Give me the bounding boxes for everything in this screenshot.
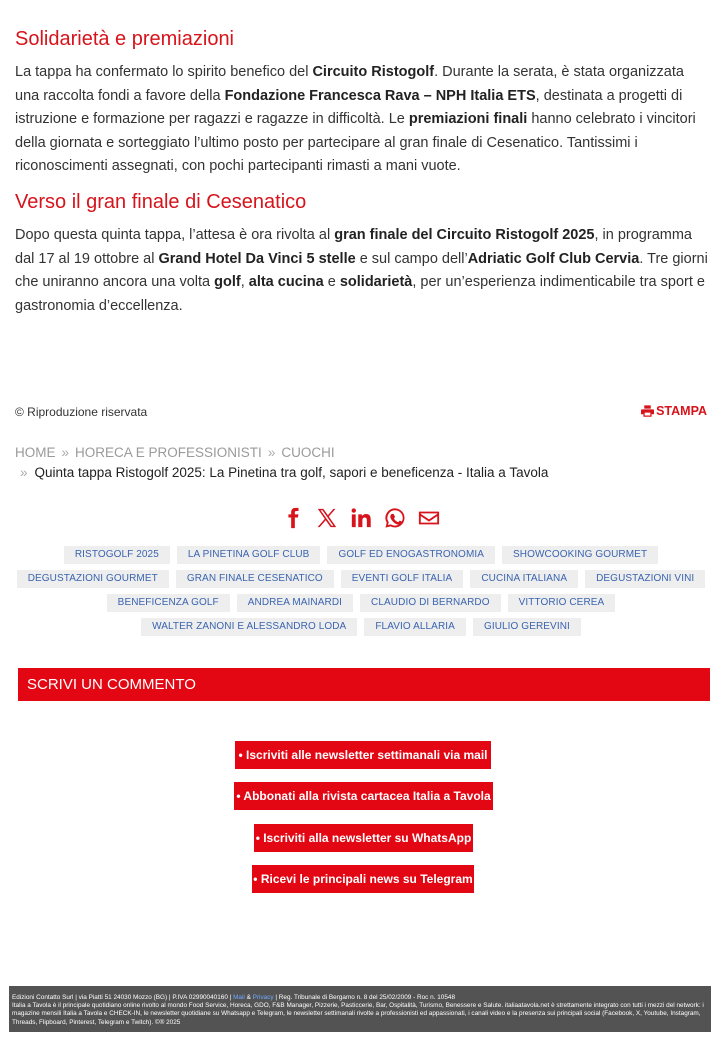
magazine-subscribe-button[interactable]: • Abbonati alla rivista cartacea Italia a Tavola <box>234 782 493 810</box>
tag-link[interactable]: GIULIO GEREVINI <box>473 618 581 636</box>
breadcrumb-home[interactable]: HOME <box>15 445 56 460</box>
bold-text: Fondazione Francesca Rava – NPH Italia ETS <box>224 87 536 104</box>
breadcrumb-current <box>20 465 548 480</box>
print-button[interactable] <box>641 404 707 418</box>
paragraph-text: . Tre giorni che uniranno ancora una volta <box>15 250 708 290</box>
whatsapp-newsletter-button[interactable]: • Iscriviti alla newsletter su WhatsApp <box>254 824 473 852</box>
tag-link[interactable]: FLAVIO ALLARIA <box>364 618 466 636</box>
tag-link[interactable]: SHOWCOOKING GOURMET <box>502 546 658 564</box>
paragraph-text: , <box>240 274 249 290</box>
breadcrumb-horeca[interactable]: HORECA E PROFESSIONISTI <box>75 445 262 460</box>
bold-text: Grand Hotel Da Vinci 5 stelle <box>158 250 356 267</box>
newsletter-mail-button[interactable]: • Iscriviti alle newsletter settimanali via mail <box>235 741 491 769</box>
paragraph-text: , per un’esperienza indimenticabile tra sport e gastronomia d’eccellenza. <box>15 274 705 314</box>
bold-text: Circuito Ristogolf <box>312 64 435 80</box>
footer-legal-line <box>12 994 708 1002</box>
tag-link[interactable]: GRAN FINALE CESENATICO <box>176 570 334 588</box>
section-paragraph-solidarieta <box>15 61 710 179</box>
breadcrumb-cuochi[interactable]: CUOCHI <box>281 445 335 460</box>
breadcrumb-separator: » <box>267 445 276 460</box>
breadcrumb-separator: » <box>20 465 28 480</box>
tag-link[interactable]: RISTOGOLF 2025 <box>64 546 170 564</box>
facebook-icon[interactable] <box>280 505 306 531</box>
paragraph-text: La tappa ha confermato lo spirito benefico del <box>15 64 313 80</box>
section-paragraph-gran-finale <box>15 224 710 318</box>
breadcrumb <box>15 445 335 460</box>
breadcrumb-separator: » <box>61 445 70 460</box>
write-comment-button[interactable]: SCRIVI UN COMMENTO <box>18 668 710 701</box>
site-footer <box>9 986 711 1032</box>
paragraph-text: e <box>323 274 340 290</box>
whatsapp-icon[interactable] <box>382 505 408 531</box>
paragraph-text: , in programma dal 17 al 19 ottobre al <box>15 227 692 267</box>
printer-icon <box>641 405 654 417</box>
bold-text: alta cucina <box>248 274 324 290</box>
email-icon[interactable] <box>416 505 442 531</box>
bold-text: golf <box>214 274 241 290</box>
telegram-news-button[interactable]: • Ricevi le principali news su Telegram <box>252 865 474 893</box>
footer-company-info: Edizioni Contatto Surl | via Piatti 51 24030 Mozzo (BG) | P.IVA 02990040160 | <box>12 994 234 1001</box>
paragraph-text: Dopo questa quinta tappa, l’attesa è ora rivolta al <box>15 227 335 243</box>
tag-link[interactable]: VITTORIO CEREA <box>508 594 616 612</box>
share-bar <box>280 505 442 531</box>
tag-link[interactable]: WALTER ZANONI E ALESSANDRO LODA <box>141 618 357 636</box>
section-title-solidarieta: Solidarietà e premiazioni <box>15 28 235 50</box>
paragraph-text: , destinata a progetti di istruzione e formazione per ragazzi e ragazze in difficoltà. Le <box>15 87 683 127</box>
paragraph-text: hanno celebrato i vincitori della giornata e sorteggiato l’ultimo posto per partecipare al gran finale di Cesenatico. Tantissimi i riconoscimenti assegnati, con pochi partecipanti rimasti a mani vuote. <box>15 111 696 174</box>
tag-link[interactable]: CLAUDIO DI BERNARDO <box>360 594 501 612</box>
copyright-notice: © Riproduzione riservata <box>15 405 148 419</box>
tag-link[interactable]: LA PINETINA GOLF CLUB <box>177 546 321 564</box>
tag-link[interactable]: DEGUSTAZIONI GOURMET <box>17 570 169 588</box>
tag-link[interactable]: DEGUSTAZIONI VINI <box>585 570 705 588</box>
x-icon[interactable] <box>314 505 340 531</box>
tag-link[interactable]: GOLF ED ENOGASTRONOMIA <box>327 546 495 564</box>
tag-link[interactable]: BENEFICENZA GOLF <box>107 594 230 612</box>
paragraph-text: e sul campo dell’ <box>355 250 468 267</box>
paragraph-text: . Durante la serata, è stata organizzata una raccolta fondi a favore della <box>15 64 684 104</box>
footer-description: Italia a Tavola è il principale quotidiano online rivolto al mondo Food Service, Horeca, GDO, F&B Manager, Pizzerie, Pasticcerie, Bar, Ospitalità, Turismo, Benessere e Salute. italiaatavola.net è strettamente integrato con tutti i mezzi del network: i magazine mensili Italia a Tavola e CHECK-IN, le newsletter quotidiane su Whatsapp e Telegram, le newsletter settimanali rivolte a professionisti ed appassionati, i canali video e la presenza sui principali social (Facebook, X, Youtube, Instagram, Threads, Flipboard, Pinterest, Telegram e Twitch). ©® 2025 <box>12 1002 704 1026</box>
tag-link[interactable]: CUCINA ITALIANA <box>470 570 578 588</box>
bold-text: Adriatic Golf Club Cervia <box>467 250 640 267</box>
bold-text: premiazioni finali <box>408 111 528 127</box>
bold-text: solidarietà <box>339 274 413 290</box>
bold-text: gran finale del Circuito Ristogolf 2025 <box>334 227 595 243</box>
tag-list <box>16 546 706 636</box>
footer-registration: | Reg. Tribunale di Bergamo n. 8 del 25/02/2009 - Roc n. 10548 <box>273 994 456 1001</box>
section-title-gran-finale: Verso il gran finale di Cesenatico <box>15 191 307 213</box>
breadcrumb-current-title: Quinta tappa Ristogolf 2025: La Pinetina tra golf, sapori e beneficenza - Italia a Tavola <box>34 465 549 480</box>
footer-mail-link[interactable]: Mail <box>233 994 245 1001</box>
footer-amp: & <box>244 994 253 1001</box>
footer-privacy-link[interactable]: Privacy <box>252 994 274 1001</box>
print-label: STAMPA <box>656 404 707 418</box>
tag-link[interactable]: EVENTI GOLF ITALIA <box>341 570 464 588</box>
tag-link[interactable]: ANDREA MAINARDI <box>237 594 353 612</box>
linkedin-icon[interactable] <box>348 505 374 531</box>
